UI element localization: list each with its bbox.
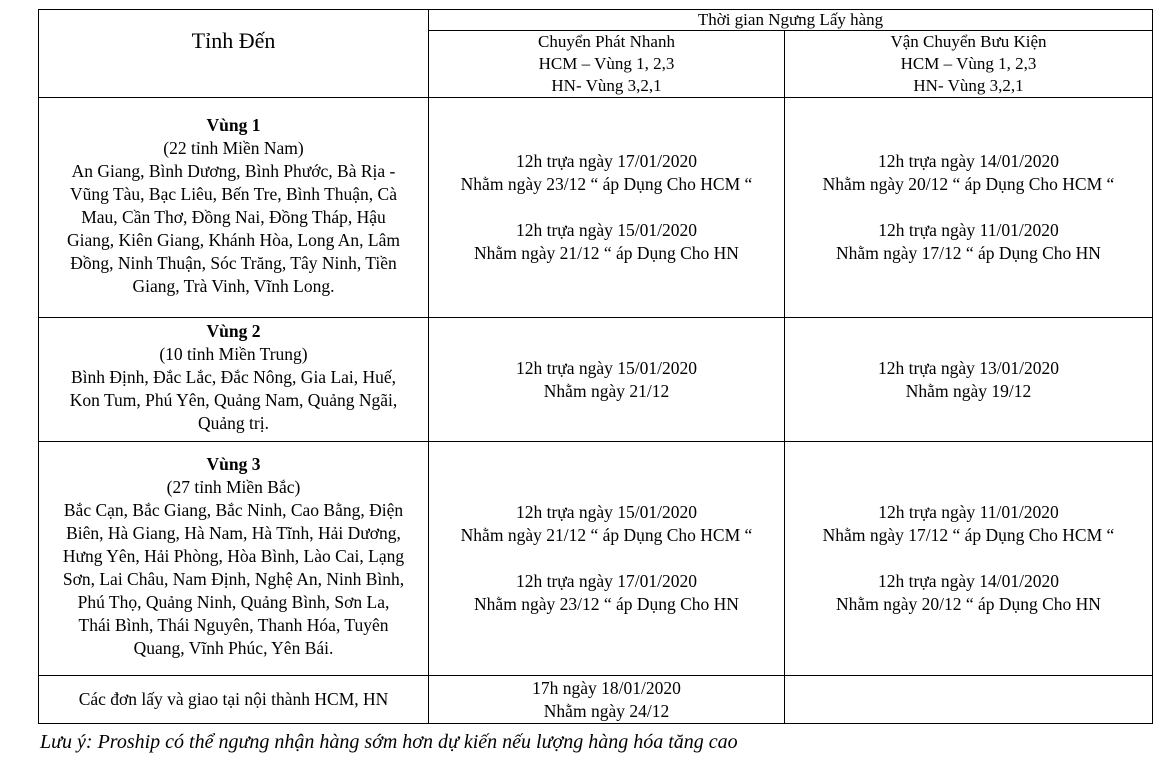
province-cell [39,318,429,442]
parcel-column-header [785,31,1153,98]
express-column-header [429,31,785,98]
parcel-time-cell [785,442,1153,676]
express-header-line2: HCM – Vùng 1, 2,3 [538,54,675,73]
region-name: Vùng 3 [206,454,261,474]
time-line: Nhằm ngày 24/12 [543,700,670,721]
province-cell [39,98,429,318]
express-time-cell [429,442,785,676]
table-row [39,318,1153,442]
time-line: Nhằm ngày 21/12 “ áp Dụng Cho HCM “ [460,525,753,545]
footnote: Lưu ý: Proship có thể ngưng nhận hàng sớm hơn dự kiến nếu lượng hàng hóa tăng cao [40,731,738,753]
parcel-header-line3: HN- Vùng 3,2,1 [913,76,1024,95]
time-line: Nhằm ngày 21/12 “ áp Dụng Cho HN [474,243,739,263]
time-line: 12h trựa ngày 17/01/2020 [515,151,698,171]
time-line: 17h ngày 18/01/2020 [532,677,681,698]
time-line: Nhằm ngày 20/12 “ áp Dụng Cho HN [836,594,1101,614]
express-time-cell [429,98,785,318]
time-line: 12h trựa ngày 17/01/2020 [515,571,698,591]
region-subtitle: (10 tỉnh Miền Trung) [159,344,308,364]
time-line: Nhằm ngày 19/12 [905,380,1032,401]
pickup-suspension-table [38,9,1153,724]
parcel-header-line1: Vận Chuyển Bưu Kiện [890,32,1047,51]
time-line: 12h trựa ngày 14/01/2020 [877,151,1060,171]
time-line: Nhằm ngày 17/12 “ áp Dụng Cho HCM “ [822,525,1115,545]
group-header: Thời gian Ngưng Lấy hàng [429,10,1153,31]
time-line: 12h trựa ngày 15/01/2020 [515,357,698,378]
province-list: Bình Định, Đắc Lắc, Đắc Nông, Gia Lai, Huế, Kon Tum, Phú Yên, Quảng Nam, Quảng Ngãi, Quảng trị. [69,367,398,433]
time-line: Nhằm ngày 23/12 “ áp Dụng Cho HCM “ [460,174,753,194]
region-name: Vùng 1 [206,114,261,135]
express-time-cell [429,676,785,724]
time-line: Nhằm ngày 17/12 “ áp Dụng Cho HN [836,243,1101,263]
province-list: An Giang, Bình Dương, Bình Phước, Bà Rịa - Vũng Tàu, Bạc Liêu, Bến Tre, Bình Thuận, Cà Mau, Cần Thơ, Đồng Nai, Đồng Tháp, Hậu Giang, Kiên Giang, Khánh Hòa, Long An, Lâm Đồng, Ninh Thuận, Sóc Trăng, Tây Ninh, Tiền Giang, Trà Vinh, Vĩnh Long. [67,160,400,296]
time-line: 12h trựa ngày 15/01/2020 [515,220,698,240]
time-line: 12h trựa ngày 11/01/2020 [878,220,1059,240]
express-header-line1: Chuyển Phát Nhanh [538,32,675,51]
parcel-time-cell [785,98,1153,318]
express-header-line3: HN- Vùng 3,2,1 [551,76,662,95]
time-line: Nhằm ngày 23/12 “ áp Dụng Cho HN [474,594,739,614]
inner-city-label: Các đơn lấy và giao tại nội thành HCM, HN [39,676,429,724]
time-line: 12h trựa ngày 11/01/2020 [878,502,1059,522]
time-line: 12h trựa ngày 13/01/2020 [877,357,1060,378]
region-name: Vùng 2 [206,321,261,341]
region-subtitle: (22 tỉnh Miền Nam) [163,137,304,158]
table-row [39,676,1153,724]
table-row [39,442,1153,676]
parcel-time-cell [785,676,1153,724]
time-line: Nhằm ngày 21/12 [543,380,670,401]
time-line: Nhằm ngày 20/12 “ áp Dụng Cho HCM “ [822,174,1115,194]
region-subtitle: (27 tỉnh Miền Bắc) [166,477,301,497]
time-line: 12h trựa ngày 15/01/2020 [515,502,698,522]
province-cell [39,442,429,676]
parcel-time-cell [785,318,1153,442]
express-time-cell [429,318,785,442]
province-column-header: Tỉnh Đến [39,10,429,98]
province-list: Bắc Cạn, Bắc Giang, Bắc Ninh, Cao Bằng, Điện Biên, Hà Giang, Hà Nam, Hà Tĩnh, Hải Dương, Hưng Yên, Hải Phòng, Hòa Bình, Lào Cai, Lạng Sơn, Lai Châu, Nam Định, Nghệ An, Ninh Bình, Phú Thọ, Quảng Ninh, Quảng Bình, Sơn La, Thái Bình, Thái Nguyên, Thanh Hóa, Tuyên Quang, Vĩnh Phúc, Yên Bái. [62,500,405,658]
time-line: 12h trựa ngày 14/01/2020 [877,571,1060,591]
parcel-header-line2: HCM – Vùng 1, 2,3 [900,54,1037,73]
table-row [39,98,1153,318]
